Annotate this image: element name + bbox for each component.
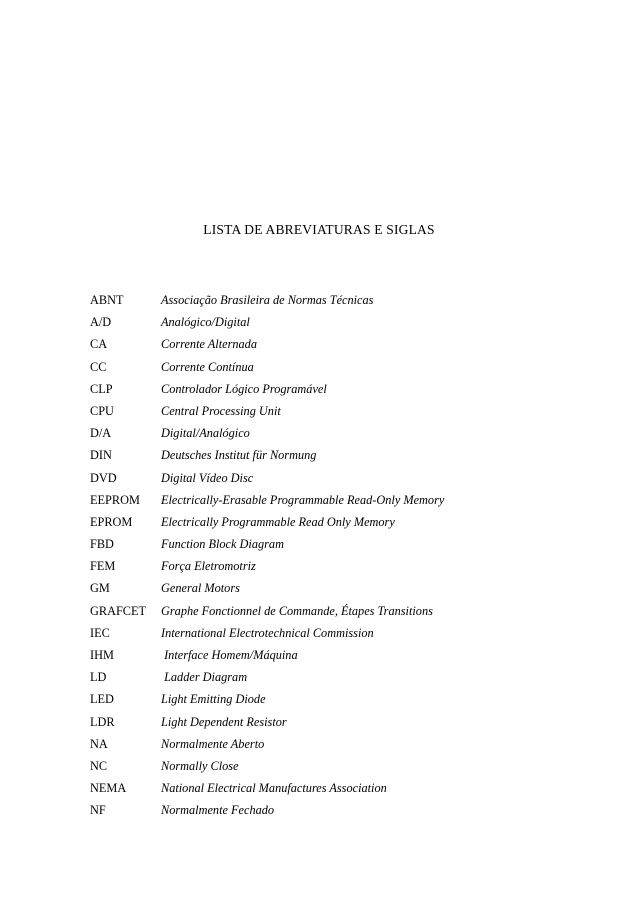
abbreviation: FBD <box>90 537 114 552</box>
abbreviation-description: Força Eletromotriz <box>161 559 256 574</box>
list-item <box>90 403 590 425</box>
abbreviation-description: Normalmente Aberto <box>161 736 265 751</box>
abbreviation-description: Graphe Fonctionnel de Commande, Étapes Transitions <box>161 603 433 618</box>
abbreviation: LDR <box>90 714 115 729</box>
abbreviation-description: Ladder Diagram <box>161 670 248 685</box>
abbreviation: NEMA <box>90 781 127 796</box>
abbreviation: IHM <box>90 648 114 662</box>
abbreviation-description: Function Block Diagram <box>161 537 284 552</box>
list-item <box>90 580 590 602</box>
abbreviation-description: Controlador Lógico Programável <box>161 381 327 396</box>
abbreviation-description: International Electrotechnical Commission <box>161 625 374 640</box>
abbreviation: CPU <box>90 403 114 418</box>
abbreviation: D/A <box>90 426 112 441</box>
list-item <box>90 625 590 647</box>
list-item <box>90 514 590 536</box>
list-item <box>90 425 590 447</box>
abbreviation: DIN <box>90 448 112 463</box>
abbreviation-description: Normalmente Fechado <box>161 803 275 818</box>
abbreviation-description: Light Dependent Resistor <box>161 714 287 729</box>
abbreviation: EEPROM <box>90 492 140 507</box>
abbreviation: CLP <box>90 381 113 396</box>
list-item <box>90 647 590 669</box>
abbreviation-list <box>90 292 590 825</box>
abbreviation: NC <box>90 758 108 773</box>
abbreviation: ABNT <box>90 293 124 307</box>
page-title: LISTA DE ABREVIATURAS E SIGLAS <box>203 222 435 237</box>
list-item <box>90 470 590 492</box>
list-item <box>90 802 590 824</box>
list-item <box>90 314 590 336</box>
abbreviation: NF <box>90 803 106 818</box>
abbreviation: GRAFCET <box>90 603 147 618</box>
abbreviation-description: Deutsches Institut für Normung <box>161 448 317 463</box>
list-item <box>90 758 590 780</box>
list-item <box>90 691 590 713</box>
abbreviation-description: Electrically-Erasable Programmable Read-Only Memory <box>161 492 445 507</box>
list-item <box>90 359 590 381</box>
list-item <box>90 492 590 514</box>
list-item <box>90 603 590 625</box>
abbreviation: CC <box>90 359 107 374</box>
list-item <box>90 381 590 403</box>
abbreviation: CA <box>90 337 108 352</box>
abbreviation: A/D <box>90 315 112 330</box>
abbreviation-description: Light Emitting Diode <box>161 692 266 707</box>
abbreviation-description: Central Processing Unit <box>161 403 281 418</box>
list-item <box>90 536 590 558</box>
list-item <box>90 292 590 314</box>
abbreviation-description: Interface Homem/Máquina <box>161 648 298 662</box>
abbreviation: EPROM <box>90 514 133 529</box>
abbreviation-description: Digital Vídeo Disc <box>161 470 254 485</box>
abbreviation: IEC <box>90 625 110 640</box>
abbreviation-description: National Electrical Manufactures Association <box>161 781 387 796</box>
abbreviation-description: Corrente Contínua <box>161 359 254 374</box>
list-item <box>90 780 590 802</box>
list-item <box>90 336 590 358</box>
abbreviation: LD <box>90 670 107 685</box>
abbreviation-description: Corrente Alternada <box>161 337 257 352</box>
abbreviation-description: Normally Close <box>161 758 239 773</box>
abbreviation: LED <box>90 692 114 707</box>
abbreviation-description: Analógico/Digital <box>161 315 250 330</box>
abbreviation: FEM <box>90 559 116 574</box>
list-item <box>90 558 590 580</box>
abbreviation: GM <box>90 581 110 596</box>
list-item <box>90 736 590 758</box>
abbreviation: DVD <box>90 470 117 485</box>
abbreviation-description: Associação Brasileira de Normas Técnicas <box>161 293 374 307</box>
list-item <box>90 669 590 691</box>
abbreviation-description: General Motors <box>161 581 240 596</box>
abbreviation-description: Digital/Analógico <box>161 426 250 441</box>
abbreviation: NA <box>90 736 108 751</box>
list-item <box>90 447 590 469</box>
abbreviation-description: Electrically Programmable Read Only Memory <box>161 514 395 529</box>
list-item <box>90 714 590 736</box>
